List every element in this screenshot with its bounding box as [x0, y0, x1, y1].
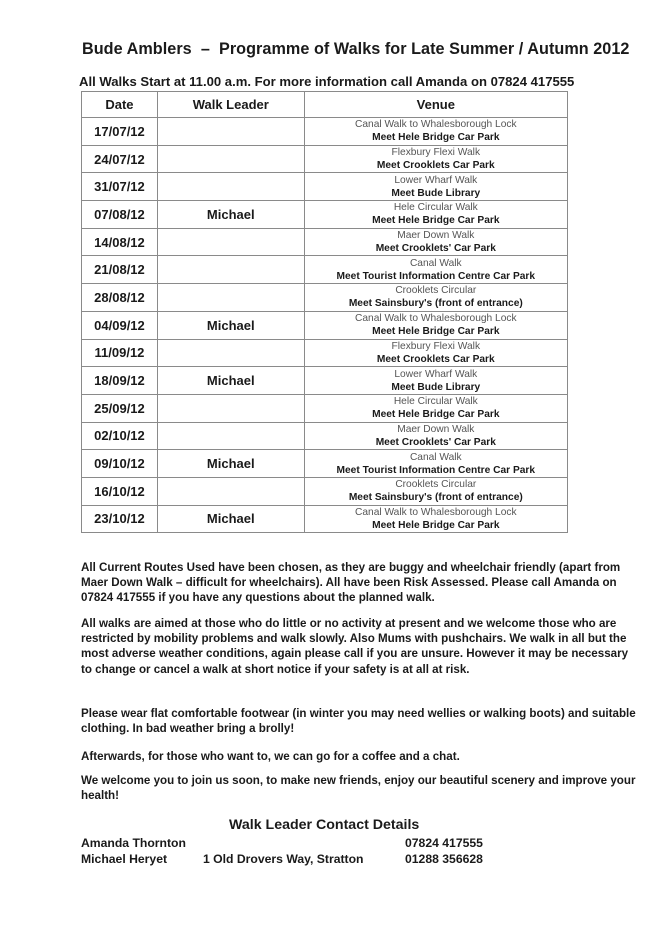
info-paragraph: All walks are aimed at those who do little or no activity at present and we welcome those who are restricted by mobility problems and walk slowly. Also Mums with pushchairs. We walk in all but the most adverse weather conditions, again please call if you are unsure. However it may be necessary to change or cancel a walk at short notice if your safety is at all at risk.: [81, 617, 629, 676]
table-row: [82, 367, 568, 395]
walk-venue: [304, 256, 567, 284]
walk-date: 02/10/12: [82, 422, 158, 450]
meeting-point: Meet Crooklets' Car Park: [375, 243, 496, 255]
walk-name: Flexbury Flexi Walk: [391, 147, 481, 159]
walk-date: 07/08/12: [82, 201, 158, 229]
table-row: [82, 339, 568, 367]
table-row: [82, 256, 568, 284]
meeting-point: Meet Bude Library: [391, 381, 481, 393]
walk-date: 31/07/12: [82, 173, 158, 201]
walk-venue: [304, 201, 567, 229]
walk-date: 04/09/12: [82, 311, 158, 339]
walk-venue: [304, 118, 567, 146]
walk-venue: [304, 311, 567, 339]
meeting-point: Meet Crooklets Car Park: [376, 353, 495, 365]
info-paragraph: Afterwards, for those who want to, we can go for a coffee and a chat.: [81, 750, 460, 763]
walk-venue: [304, 450, 567, 478]
walk-leader: [157, 228, 304, 256]
table-row: [82, 394, 568, 422]
document-subtitle: All Walks Start at 11.00 a.m. For more information call Amanda on 07824 417555: [79, 74, 575, 89]
table-row: [82, 173, 568, 201]
walk-leader: [157, 173, 304, 201]
contact-heading: Walk Leader Contact Details: [229, 817, 420, 833]
column-header-walk-leader: Walk Leader: [157, 92, 304, 118]
column-header-venue: Venue: [304, 92, 567, 118]
contact-address: 1 Old Drovers Way, Stratton: [203, 852, 364, 866]
walk-name: Canal Walk: [409, 257, 462, 269]
walk-venue: [304, 228, 567, 256]
meeting-point: Meet Sainsbury's (front of entrance): [348, 298, 523, 310]
contact-phone: 07824 417555: [405, 836, 483, 850]
meeting-point: Meet Hele Bridge Car Park: [372, 132, 500, 144]
walk-venue: [304, 173, 567, 201]
info-paragraph: We welcome you to join us soon, to make new friends, enjoy our beautiful scenery and improve your health!: [81, 774, 636, 803]
meeting-point: Meet Hele Bridge Car Park: [372, 519, 500, 531]
walk-date: 28/08/12: [82, 284, 158, 312]
walks-table: [81, 91, 568, 533]
walk-leader: [157, 477, 304, 505]
walk-name: Maer Down Walk: [397, 230, 475, 242]
table-row: [82, 145, 568, 173]
meeting-point: Meet Hele Bridge Car Park: [372, 409, 500, 421]
walk-leader: [157, 118, 304, 146]
meeting-point: Meet Crooklets' Car Park: [375, 436, 496, 448]
walk-date: 17/07/12: [82, 118, 158, 146]
walk-name: Canal Walk: [409, 451, 462, 463]
table-row: [82, 311, 568, 339]
walk-name: Maer Down Walk: [397, 423, 475, 435]
walk-date: 14/08/12: [82, 228, 158, 256]
walk-venue: [304, 339, 567, 367]
walk-name: Flexbury Flexi Walk: [391, 340, 481, 352]
meeting-point: Meet Crooklets Car Park: [376, 160, 495, 172]
table-row: [82, 284, 568, 312]
meeting-point: Meet Hele Bridge Car Park: [372, 326, 500, 338]
walk-name: Lower Wharf Walk: [394, 174, 478, 186]
walk-venue: [304, 422, 567, 450]
table-row: [82, 477, 568, 505]
table-header-row: [82, 92, 568, 118]
meeting-point: Meet Tourist Information Centre Car Park: [336, 464, 536, 476]
table-row: [82, 118, 568, 146]
walk-leader: Michael: [157, 450, 304, 478]
document-title: Bude Amblers – Programme of Walks for Late Summer / Autumn 2012: [82, 40, 630, 58]
info-paragraph: All Current Routes Used have been chosen, as they are buggy and wheelchair friendly (apart from Maer Down Walk – difficult for wheelchairs). All have been Risk Assessed. Please call Amanda on 07824 417555 if you have any questions about the planned walk.: [81, 561, 621, 605]
walk-name: Hele Circular Walk: [393, 396, 478, 408]
walk-venue: [304, 394, 567, 422]
walk-name: Canal Walk to Whalesborough Lock: [355, 313, 517, 325]
walk-name: Lower Wharf Walk: [394, 368, 478, 380]
meeting-point: Meet Sainsbury's (front of entrance): [348, 492, 523, 504]
contact-name: Amanda Thornton: [81, 836, 186, 850]
table-row: [82, 450, 568, 478]
walk-leader: [157, 256, 304, 284]
walk-leader: Michael: [157, 367, 304, 395]
walk-date: 24/07/12: [82, 145, 158, 173]
walk-date: 11/09/12: [82, 339, 158, 367]
walk-date: 16/10/12: [82, 477, 158, 505]
table-row: [82, 422, 568, 450]
table-row: [82, 228, 568, 256]
walk-name: Canal Walk to Whalesborough Lock: [355, 506, 517, 518]
walk-name: Crooklets Circular: [395, 479, 477, 491]
table-row: [82, 505, 568, 533]
walk-leader: [157, 145, 304, 173]
walk-date: 18/09/12: [82, 367, 158, 395]
walk-venue: [304, 477, 567, 505]
walk-venue: [304, 367, 567, 395]
meeting-point: Meet Bude Library: [391, 187, 481, 199]
walk-name: Hele Circular Walk: [393, 202, 478, 214]
walk-date: 23/10/12: [82, 505, 158, 533]
contact-phone: 01288 356628: [405, 852, 483, 866]
column-header-date: Date: [82, 92, 158, 118]
walk-name: Crooklets Circular: [395, 285, 477, 297]
walk-venue: [304, 284, 567, 312]
meeting-point: Meet Tourist Information Centre Car Park: [336, 270, 536, 282]
walk-leader: Michael: [157, 505, 304, 533]
contact-name: Michael Heryet: [81, 852, 168, 866]
walk-leader: [157, 422, 304, 450]
walk-leader: Michael: [157, 311, 304, 339]
walk-leader: [157, 284, 304, 312]
walk-venue: [304, 145, 567, 173]
table-row: [82, 201, 568, 229]
walk-leader: [157, 339, 304, 367]
walk-leader: Michael: [157, 201, 304, 229]
walk-date: 21/08/12: [82, 256, 158, 284]
info-paragraph: Please wear flat comfortable footwear (in winter you may need wellies or walking boots) and suitable clothing. In bad weather bring a brolly!: [81, 707, 636, 736]
walk-leader: [157, 394, 304, 422]
meeting-point: Meet Hele Bridge Car Park: [372, 215, 500, 227]
walk-date: 25/09/12: [82, 394, 158, 422]
walk-name: Canal Walk to Whalesborough Lock: [355, 119, 517, 131]
walk-venue: [304, 505, 567, 533]
walk-date: 09/10/12: [82, 450, 158, 478]
